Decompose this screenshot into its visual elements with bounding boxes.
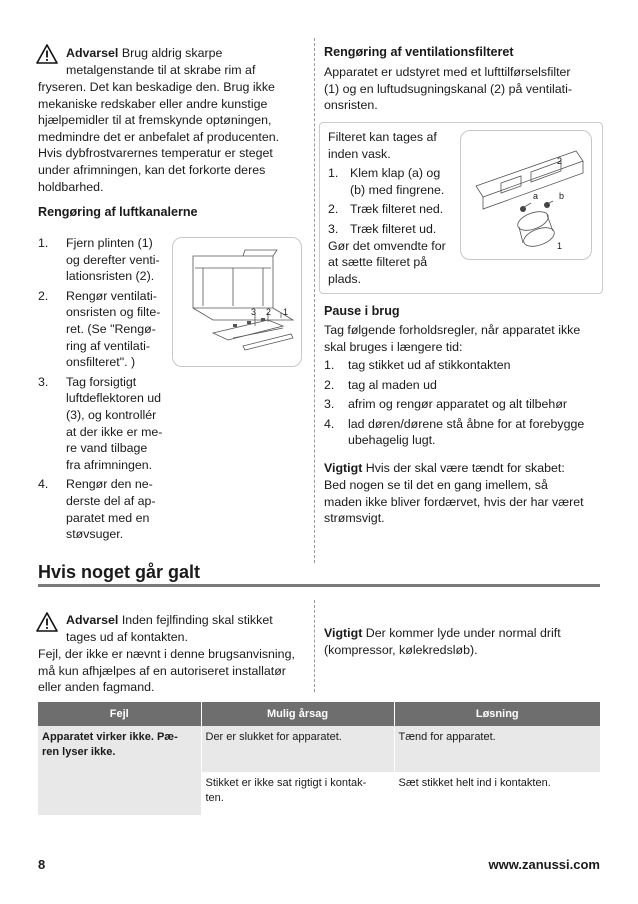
- warning-icon: [36, 44, 58, 64]
- website-link[interactable]: www.zanussi.com: [488, 857, 600, 872]
- vent-filter-figure: [460, 130, 592, 260]
- filter-steps: [328, 165, 454, 237]
- table-cell: Stikket er ikke sat rigtigt i kontak- ten.: [201, 772, 394, 815]
- list-item: 4. lad døren/dørene stå åbne for at forebygge ubehagelig lugt.: [324, 416, 585, 448]
- plinth-figure: [172, 237, 302, 367]
- pause-intro: Tag følgende forholdsregler, når apparatet ikke skal bruges i længere tid:: [324, 323, 581, 354]
- pause-heading: Pause i brug: [324, 304, 400, 318]
- table-header: Mulig årsag: [201, 702, 394, 726]
- table-header: Fejl: [38, 702, 201, 726]
- filter-text: Filteret kan tages af inden vask. 1. Klem klap (a) og (b) med fingrene. 2. Træk filteret ned. 3. Træk filteret ud. Gør det omvendte for at sætte filteret på plads.: [328, 129, 454, 287]
- figure-label: 2: [266, 307, 272, 317]
- section-warning-body: Fejl, der ikke er nævnt i denne brugsanvisning, må kun afhjælpes af en autoriseret installatør eller anden fagmand.: [38, 647, 295, 695]
- list-item: 1. Fjern plinten (1) og derefter venti- lationsristen (2).: [38, 236, 160, 284]
- plinth-illustration: [173, 238, 301, 366]
- warning-body: fryseren. Det kan beskadige den. Brug ikke mekaniske redskaber eller andre kunstige hjælpemidler til at fremskynde optøningen, medmindre det er anbefalet af producenten. Hvis dybfrostvarernes temperatur er steget under afrimningen, kan det forkorte deres holdbarhed.: [38, 80, 280, 194]
- list-item: 3. afrim og rengør apparatet og alt tilbehør: [324, 397, 568, 412]
- section-title: Hvis noget går galt: [38, 562, 201, 582]
- list-item: 1. Klem klap (a) og (b) med fingrene.: [328, 166, 445, 197]
- table-row: [38, 726, 600, 772]
- list-item: 2. tag al maden ud: [324, 377, 437, 392]
- important-body: Bed nogen se til det en gang imellem, så maden ikke bliver fordærvet, hvis der har været strømsvigt.: [324, 478, 584, 526]
- warning-line-1: Advarsel Brug aldrig skarpe: [66, 46, 223, 60]
- troubleshooting-table: [38, 702, 600, 815]
- table-row: [38, 772, 600, 815]
- table-cell: Der er slukket for apparatet.: [201, 726, 394, 772]
- important-line-1: Vigtigt Hvis der skal være tændt for skabet:: [324, 461, 565, 475]
- list-item: 3. Træk filteret ud.: [328, 221, 437, 236]
- vent-intro: Apparatet er udstyret med et lufttilførselsfilter (1) og en luftudsugningskanal (2) på ventilati- onsristen.: [324, 65, 572, 113]
- section-important-line-1: Vigtigt Der kommer lyde under normal drift: [324, 626, 561, 640]
- figure-label: a: [533, 191, 539, 201]
- list-item: 4. Rengør den ne- derste del af ap- paratet med en støvsuger.: [38, 477, 156, 542]
- column-divider: [314, 38, 315, 563]
- figure-label: 1: [557, 241, 563, 251]
- pause-steps: [324, 357, 600, 449]
- page-number: 8: [38, 857, 46, 872]
- table-cell: [38, 772, 201, 815]
- table-cell: Tænd for apparatet.: [394, 726, 600, 772]
- list-item: 2. Træk filteret ned.: [328, 202, 444, 217]
- figure-label: 2: [557, 156, 563, 166]
- table-cell: Apparatet virker ikke. Pæ- ren lyser ikke.: [38, 726, 201, 772]
- vent-filter-illustration: [461, 131, 591, 259]
- figure-label: 3: [251, 307, 257, 317]
- figure-label: b: [559, 191, 565, 201]
- list-item: 2. Rengør ventilati- onsristen og filte- ret. (Se "Rengø- ring af ventilati- onsfilteret". ): [38, 288, 161, 370]
- section-warning-line-1: Advarsel Inden fejlfinding skal stikket: [66, 613, 273, 627]
- table-header: Løsning: [394, 702, 600, 726]
- column-divider: [314, 600, 315, 692]
- section-rule: [38, 584, 600, 587]
- list-item: 1. tag stikket ud af stikkontakten: [324, 358, 511, 372]
- vent-heading: Rengøring af ventilationsfilteret: [324, 45, 514, 59]
- list-item: 3. Tag forsigtigt luftdeflektoren ud (3), og kontrollér at der ikke er me- re vand tilbage fra afrimningen.: [38, 374, 163, 472]
- section-important-line-2: (kompressor, kølekredsløb).: [324, 643, 478, 657]
- table-header-row: [38, 702, 600, 726]
- figure-label: 1: [283, 307, 289, 317]
- warning-icon: [36, 612, 58, 632]
- table-cell: Sæt stikket helt ind i kontakten.: [394, 772, 600, 815]
- duct-heading: Rengøring af luftkanalerne: [38, 205, 198, 219]
- warning-line-2: metalgenstande til at skrabe rim af: [66, 63, 256, 77]
- duct-steps: [38, 235, 168, 543]
- section-warning-line-2: tages ud af kontakten.: [66, 630, 188, 644]
